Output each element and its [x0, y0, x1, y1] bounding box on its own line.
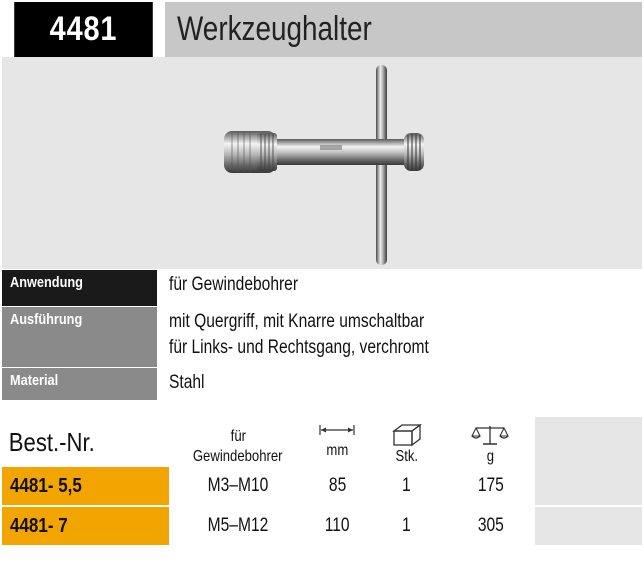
spec-label-material: Material — [2, 368, 157, 400]
row-fuer: M3–M10 — [169, 467, 308, 506]
table-header-row — [2, 417, 642, 467]
header — [2, 2, 642, 57]
spec-value-material: Stahl — [157, 368, 642, 400]
table-row — [2, 467, 642, 506]
spec-value-ausfuehrung: mit Quergriff, mit Knarre umschaltbar für Links- und Rechtsgang, verchromt — [157, 307, 642, 367]
spec-value-anwendung: für Gewindebohrer — [157, 270, 642, 306]
row-g: 175 — [446, 467, 535, 506]
row-best-nr: 4481- 7 — [2, 506, 169, 545]
header-fill — [535, 417, 642, 467]
row-mm: 85 — [308, 467, 367, 506]
spec-row-material — [2, 367, 642, 400]
spec-row-anwendung — [2, 269, 642, 306]
header-g: g — [446, 417, 535, 467]
product-number: 4481 — [14, 2, 153, 57]
row-stk: 1 — [367, 467, 446, 506]
box-icon — [390, 423, 424, 447]
row-fill — [535, 506, 642, 545]
tap-wrench-icon — [2, 57, 642, 269]
header-mm: mm — [308, 417, 367, 467]
order-table — [2, 417, 642, 545]
spec-label-ausfuehrung: Ausführung — [2, 307, 157, 367]
spec-label-anwendung: Anwendung — [2, 270, 157, 306]
header-best-nr: Best.-Nr. — [8, 427, 95, 457]
length-arrow-icon — [317, 423, 357, 437]
row-fuer: M5–M12 — [169, 506, 308, 545]
row-best-nr: 4481- 5,5 — [2, 467, 169, 506]
header-stk: Stk. — [367, 417, 446, 467]
spec-row-ausfuehrung — [2, 306, 642, 367]
product-image-area — [2, 57, 642, 269]
row-g: 305 — [446, 506, 535, 545]
product-title: Werkzeughalter — [165, 2, 642, 57]
row-mm: 110 — [308, 506, 367, 545]
scale-icon — [470, 423, 510, 447]
product-sheet — [2, 2, 642, 574]
header-fuer-gewindebohrer: für Gewindebohrer — [169, 417, 308, 467]
row-fill — [535, 467, 642, 506]
row-stk: 1 — [367, 506, 446, 545]
table-row — [2, 506, 642, 545]
